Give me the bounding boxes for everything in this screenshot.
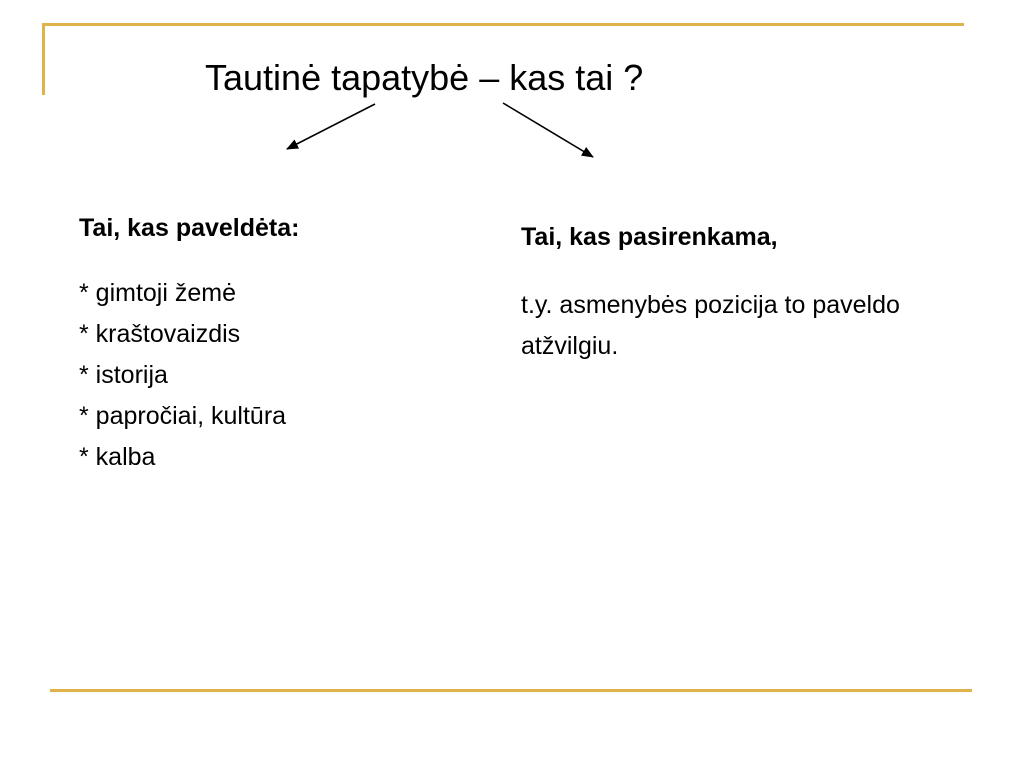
inherited-list [79,273,479,478]
list-item: * papročiai, kultūra [79,402,287,430]
list-item: * gimtoji žemė [79,279,236,307]
arrow-right [503,103,593,157]
inherited-column [79,209,479,478]
chosen-heading: Tai, kas pasirenkama, [521,223,778,251]
list-item: * kalba [79,443,156,471]
chosen-column [521,218,981,367]
list-item: * istorija [79,361,168,389]
slide-title: Tautinė tapatybė – kas tai ? [205,57,644,98]
list-item: * kraštovaizdis [79,320,241,348]
chosen-text: t.y. asmenybės pozicija to paveldo atžvilgiu. [521,291,900,360]
arrow-left [287,104,375,149]
inherited-heading: Tai, kas paveldėta: [79,214,300,242]
